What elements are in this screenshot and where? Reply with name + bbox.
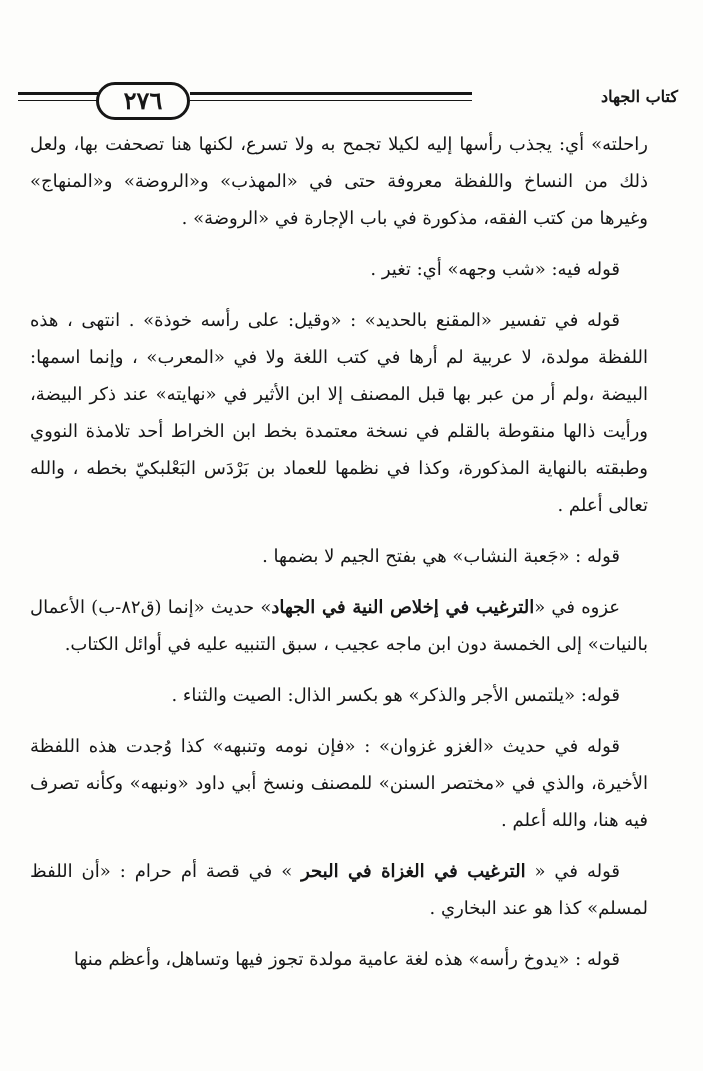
header-rule-left [18, 92, 98, 95]
cited-chapter-title-2: الترغيب في الغزاة في البحر [301, 861, 526, 882]
paragraph-6: قوله: «يلتمس الأجر والذكر» هو بكسر الذال: الصيت والثناء . [171, 685, 620, 706]
header-rule-middle [190, 92, 476, 95]
paragraph-5-lead: عزوه في « [534, 597, 621, 618]
paragraph-8 [30, 853, 648, 927]
page-number: ٢٧٦ [96, 82, 190, 120]
paragraph-5-rest: » حديث «إنما (ق٨٢-ب) الأعمال بالنيات» إلى الخمسة دون ابن ماجه عجيب ، سبق التنبيه عليه في أوائل الكتاب. [30, 597, 648, 655]
paragraph-8-lead: قوله في « [525, 861, 620, 882]
paragraph-1: راحلته» أي: يجذب رأسها إليه لكيلا تجمح به ولا تسرع، لكنها هنا تصحفت بها، ولعل ذلك من النساخ واللفظة معروفة حتى في «المهذب» و«الروضة» و«المنهاج» وغيرها من كتب الفقه، مذكورة في باب الإجارة في «الروضة» . [30, 134, 648, 229]
chapter-title: كتاب الجهاد [472, 82, 678, 112]
page-header [18, 76, 678, 126]
paragraph-5 [30, 589, 648, 663]
paragraph-7: قوله في حديث «الغزو غزوان» : «فإن نومه وتنبهه» كذا وُجدت هذه اللفظة الأخيرة، والذي في «مختصر السنن» للمصنف ونسخ أبي داود «ونبهه» وكأنه تصرف فيه هنا، والله أعلم . [30, 736, 648, 831]
paragraph-3: قوله في تفسير «المقنع بالحديد» : «وقيل: على رأسه خوذة» . انتهى ، هذه اللفظة مولدة، لا عربية لم أرها في كتب اللغة ولا في «المعرب» ، وإنما اسمها: البيضة ،ولم أر من عبر بها قبل المصنف إلا ابن الأثير في «نهايته» عند ذكر البيضة، ورأيت ذالها منقوطة بالقلم في نسخة معتمدة بخط ابن الخراط أحد تلامذة النووي وطبقته بالنهاية المذكورة، وكذا في نظمها للعماد بن بَرْدَس البَعْلبكيّ بخطه ، والله تعالى أعلم . [30, 310, 648, 516]
paragraph-9: قوله : «يدوخ رأسه» هذه لغة عامية مولدة تجوز فيها وتساهل، وأعظم منها [73, 949, 620, 970]
header-rule-left-thin [18, 100, 98, 101]
paragraph-8-rest: » في قصة أم حرام : «أن اللفظ لمسلم» كذا هو عند البخاري . [30, 861, 648, 919]
paragraph-4: قوله : «جَعبة النشاب» هي بفتح الجيم لا بضمها . [262, 546, 620, 567]
cited-chapter-title: الترغيب في إخلاص النية في الجهاد [271, 597, 535, 618]
page-body [30, 126, 648, 992]
paragraph-2: قوله فيه: «شب وجهه» أي: تغير . [370, 259, 620, 280]
header-rule-middle-thin [190, 100, 476, 101]
